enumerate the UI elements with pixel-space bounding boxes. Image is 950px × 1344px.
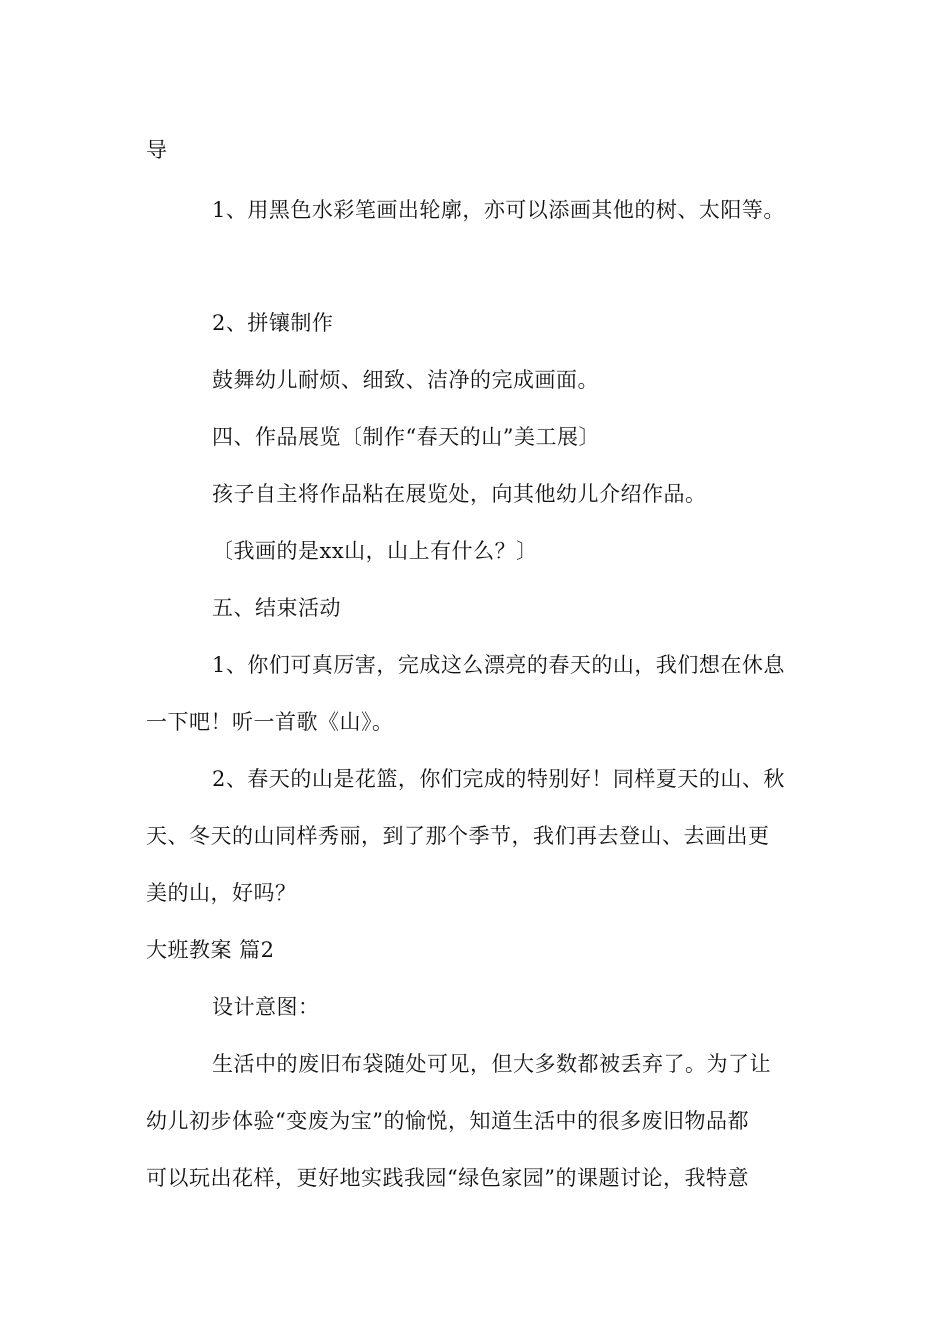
- design-intent-heading: 设计意图：: [212, 995, 320, 1019]
- section-heading-exhibition: 四、作品展览〔制作“春天的山”美工展〕: [212, 425, 600, 449]
- text-line: 可以玩出花样，更好地实践我园“绿色家园”的课题讨论，我特意: [146, 1166, 749, 1190]
- text-line: 〔我画的是xx山，山上有什么？〕: [212, 539, 538, 563]
- step-outline-drawing: 1、用黑色水彩笔画出轮廓，亦可以添画其他的树、太阳等。: [212, 198, 785, 222]
- text-line: 生活中的废旧布袋随处可见，但大多数都被丢弃了。为了让: [212, 1052, 771, 1076]
- text-line: 孩子自主将作品粘在展览处，向其他幼儿介绍作品。: [212, 482, 707, 506]
- text-line: 美的山，好吗？: [146, 881, 297, 905]
- text-line-continuation: 导: [146, 138, 168, 162]
- text-line: 一下吧！听一首歌《山》。: [146, 710, 394, 734]
- text-line: 1、你们可真厉害，完成这么漂亮的春天的山，我们想在休息: [212, 653, 785, 677]
- step-collage-heading: 2、拼镶制作: [212, 311, 334, 335]
- text-line: 天、冬天的山同样秀丽，到了那个季节，我们再去登山、去画出更: [146, 824, 770, 848]
- text-line: 鼓舞幼儿耐烦、细致、洁净的完成画面。: [212, 368, 599, 392]
- text-line: 2、春天的山是花篮，你们完成的特别好！同样夏天的山、秋: [212, 767, 785, 791]
- text-line: 幼儿初步体验“变废为宝”的愉悦，知道生活中的很多废旧物品都: [146, 1109, 749, 1133]
- section-heading-closing: 五、结束活动: [212, 596, 341, 620]
- lesson-title: 大班教案 篇2: [146, 938, 275, 962]
